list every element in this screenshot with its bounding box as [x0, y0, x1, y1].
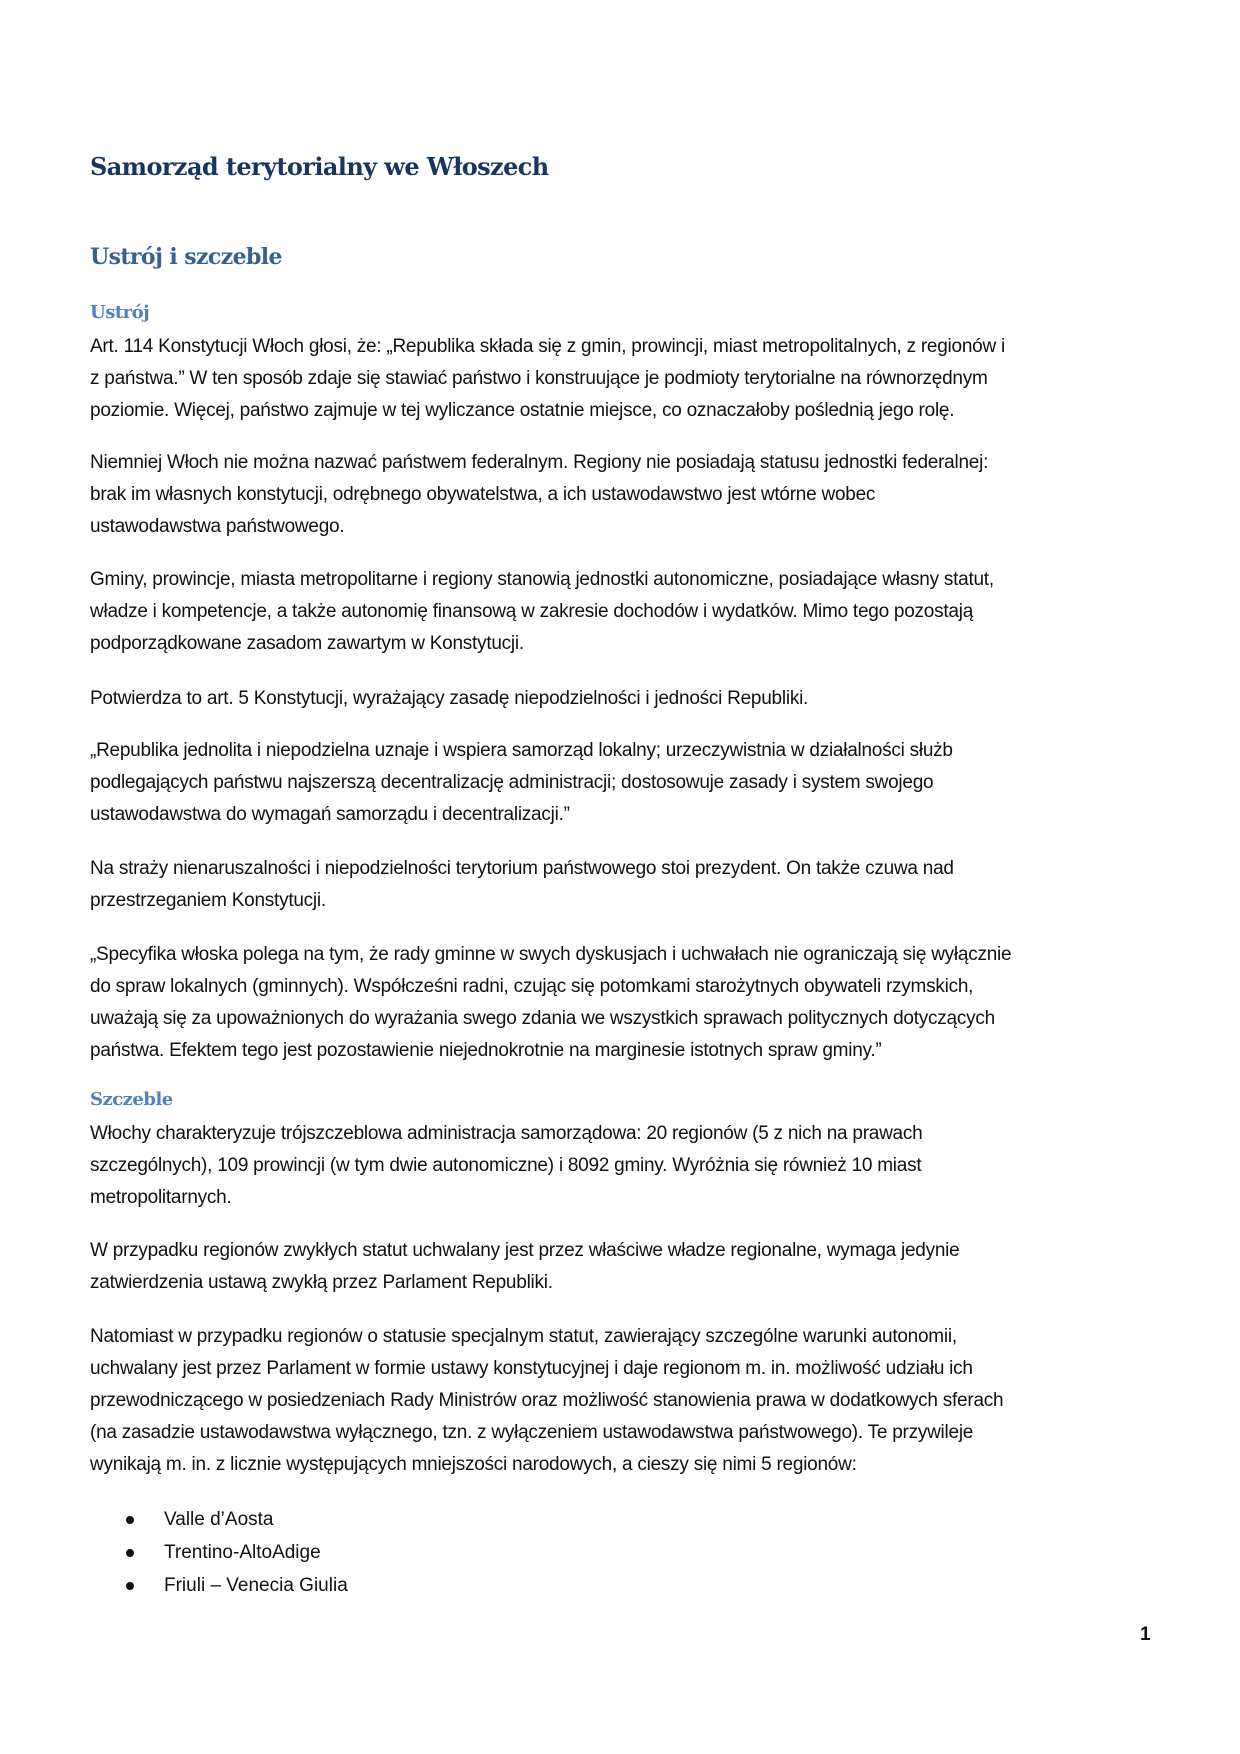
text-line: W przypadku regionów zwykłych statut uchwalany jest przez właściwe władze regionalne, wymaga jedynie — [90, 1240, 960, 1261]
paragraph — [90, 564, 994, 660]
text-line: Potwierdza to art. 5 Konstytucji, wyrażający zasadę niepodzielności i jedności Republiki. — [90, 688, 809, 709]
paragraph — [90, 331, 1005, 427]
list-item-text: Friuli – Venecia Giulia — [164, 1575, 348, 1596]
bullet-icon — [126, 1549, 134, 1557]
text-line: z państwa.” W ten sposób zdaje się stawiać państwo i konstruujące je podmioty terytorialne na równorzędnym — [90, 368, 988, 389]
paragraph — [90, 1118, 922, 1214]
paragraph — [90, 1321, 1003, 1481]
text-line: uchwalany jest przez Parlament w formie ustawy konstytucyjnej i daje regionom m. in. możliwość udziału ich — [90, 1358, 973, 1379]
paragraph — [90, 735, 953, 831]
text-line: „Republika jednolita i niepodzielna uznaje i wspiera samorząd lokalny; urzeczywistnia w działalności służb — [90, 740, 953, 761]
text-line: podlegających państwu najszerszą decentralizację administracji; dostosowuje zasady i system swojego — [90, 772, 934, 793]
text-line: do spraw lokalnych (gminnych). Współcześni radni, czując się potomkami starożytnych obywateli rzymskich, — [90, 976, 974, 997]
text-line: władze i kompetencje, a także autonomię finansową w zakresie dochodów i wydatków. Mimo tego pozostają — [90, 601, 974, 622]
text-line: Włochy charakteryzuje trójszczeblowa administracja samorządowa: 20 regionów (5 z nich na prawach — [90, 1123, 923, 1144]
bullet-list — [90, 1503, 348, 1602]
paragraph — [90, 1235, 959, 1299]
text-line: szczególnych), 109 prowincji (w tym dwie autonomiczne) i 8092 gminy. Wyróżnia się również 10 miast — [90, 1155, 922, 1176]
text-line: przewodniczącego w posiedzeniach Rady Ministrów oraz możliwość stanowienia prawa w dodatkowych sferach — [90, 1390, 1004, 1411]
text-line: Art. 114 Konstytucji Włoch głosi, że: „Republika składa się z gmin, prowincji, miast metropolitalnych, z regionów i — [90, 336, 1005, 357]
text-line: „Specyfika włoska polega na tym, że rady gminne w swych dyskusjach i uchwałach nie ograniczają się wyłącznie — [90, 944, 1012, 965]
bullet-icon — [126, 1516, 134, 1524]
list-item — [90, 1503, 348, 1536]
list-item-text: Trentino-AltoAdige — [164, 1542, 321, 1563]
text-line: metropolitarnych. — [90, 1187, 232, 1208]
subsection-heading-szczeble: Szczeble — [90, 1089, 173, 1110]
text-line: podporządkowane zasadom zawartym w Konstytucji. — [90, 633, 524, 654]
text-line: (na zasadzie ustawodawstwa wyłącznego, tzn. z wyłączeniem ustawodawstwa państwowego). Te przywileje — [90, 1422, 974, 1443]
text-line: Natomiast w przypadku regionów o statusie specjalnym statut, zawierający szczególne warunki autonomii, — [90, 1326, 957, 1347]
page-number: 1 — [1140, 1624, 1151, 1645]
text-line: zatwierdzenia ustawą zwykłą przez Parlament Republiki. — [90, 1272, 553, 1293]
list-item — [90, 1536, 348, 1569]
text-line: Niemniej Włoch nie można nazwać państwem federalnym. Regiony nie posiadają statusu jednostki federalnej: — [90, 452, 989, 473]
text-line: przestrzeganiem Konstytucji. — [90, 890, 326, 911]
text-line: ustawodawstwa do wymagań samorządu i decentralizacji.” — [90, 804, 570, 825]
paragraph — [90, 447, 988, 543]
text-line: poziomie. Więcej, państwo zajmuje w tej wyliczance ostatnie miejsce, co oznaczałoby poślednią jego rolę. — [90, 400, 955, 421]
list-item — [90, 1569, 348, 1602]
text-line: Na straży nienaruszalności i niepodzielności terytorium państwowego stoi prezydent. On także czuwa nad — [90, 858, 954, 879]
subsection-heading-ustroj: Ustrój — [90, 302, 150, 323]
text-line: państwa. Efektem tego jest pozostawienie niejednokrotnie na marginesie istotnych spraw gminy.” — [90, 1040, 882, 1061]
paragraph — [90, 683, 808, 715]
document-title: Samorząd terytorialny we Włoszech — [90, 152, 549, 181]
paragraph — [90, 853, 954, 917]
bullet-icon — [126, 1582, 134, 1590]
text-line: wynikają m. in. z licznie występujących mniejszości narodowych, a cieszy się nimi 5 regionów: — [90, 1454, 857, 1475]
text-line: Gminy, prowincje, miasta metropolitarne i regiony stanowią jednostki autonomiczne, posiadające własny statut, — [90, 569, 994, 590]
list-item-text: Valle d’Aosta — [164, 1509, 274, 1530]
text-line: uważają się za upoważnionych do wyrażania swego zdania we wszystkich sprawach politycznych dotyczących — [90, 1008, 995, 1029]
section-heading: Ustrój i szczeble — [90, 244, 282, 270]
text-line: ustawodawstwa państwowego. — [90, 516, 345, 537]
text-line: brak im własnych konstytucji, odrębnego obywatelstwa, a ich ustawodawstwo jest wtórne wobec — [90, 484, 876, 505]
paragraph — [90, 939, 1011, 1067]
